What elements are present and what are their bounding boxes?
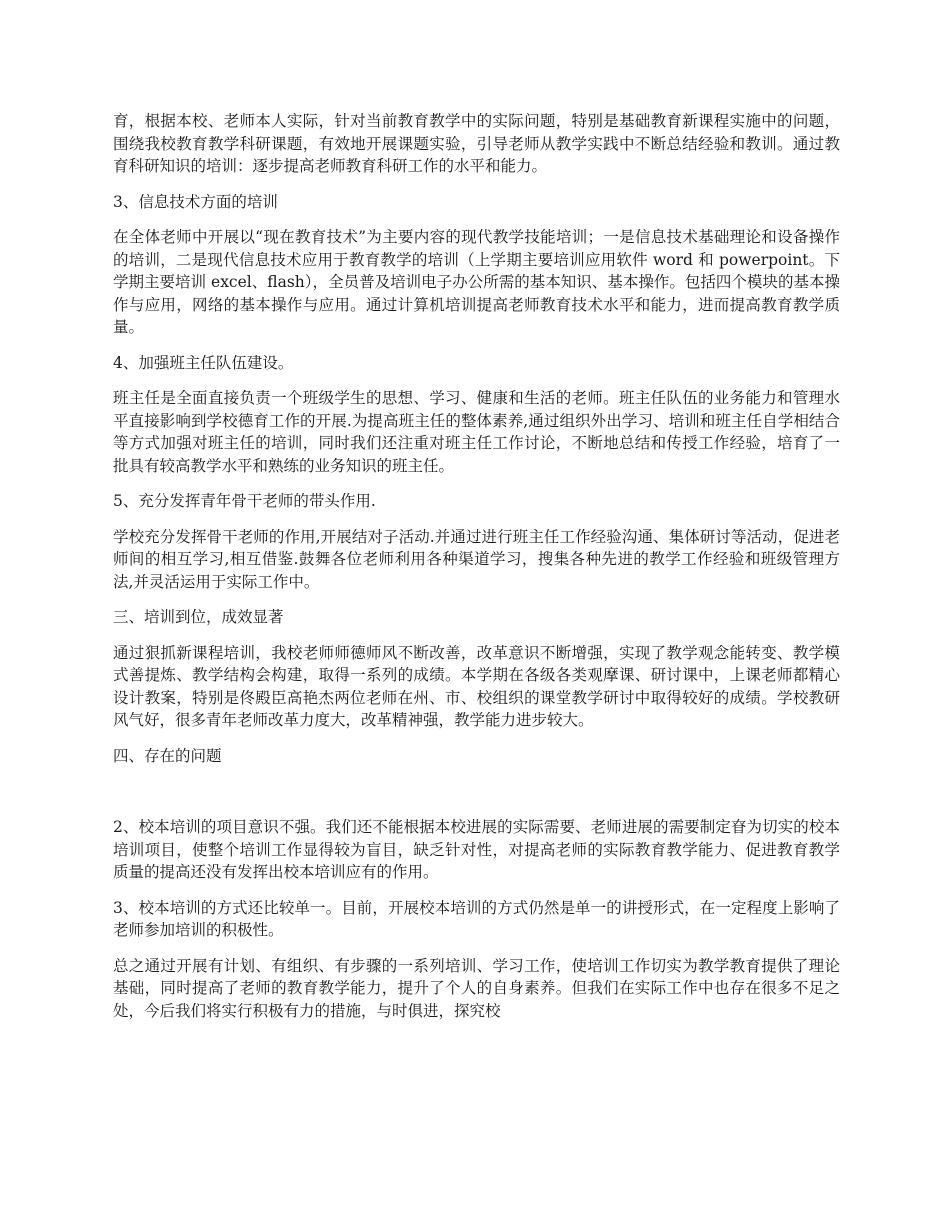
paragraph-problem-2: 2、校本培训的项目意识不强。我们还不能根据本校进展的实际需要、老师进展的需要制定眘为切实的校本培训项目，使整个培训工作显得较为盲目，缺乏针对性，对提高老师的实际教育教学能力、促进教育教学质量的提高还没有发挥出校本培训应有的作用。	[113, 818, 840, 881]
heading-class-teacher: 4、加强班主任队伍建设。	[113, 353, 294, 372]
blank-gap	[113, 780, 840, 816]
paragraph-problem-3: 3、校本培训的方式还比较单一。目前，开展校本培训的方式仍然是单一的讲授形式，在一定程度上影响了老师参加培训的积极性。	[113, 898, 840, 939]
paragraph-class-teacher: 班主任是全面直接负责一个班级学生的思想、学习、健康和生活的老师。班主任队伍的业务能力和管理水平直接影响到学校德育工作的开展.为提高班主任的整体素养,通过组织外出学习、培训和班主任自学相结合等方式加强对班主任的培训，同时我们还注重对班主任工作讨论，不断地总结和传授工作经验，培育了一批具有较高教学水平和熟练的业务知识的班主任。	[113, 389, 840, 475]
paragraph-summary: 总之通过开展有计划、有组织、有步骤的一系列培训、学习工作，使培训工作切实为教学教育提供了理论基础，同时提高了老师的教育教学能力，提升了个人的自身素养。但我们在实际工作中也存在很多不足之处，今后我们将实行积极有力的措施，与时俱进，探究校	[113, 956, 840, 1020]
paragraph-young-teachers: 学校充分发挥骨干老师的作用,开展结对子活动.并通过进行班主任工作经验沟通、集体研讨等活动，促进老师间的相互学习,相互借鉴.鼓舞各位老师利用各种渠道学习，搜集各种先进的教学工作经验和班级管理方法,并灵活运用于实际工作中。	[113, 527, 840, 591]
heading-it-training: 3、信息技术方面的培训	[113, 192, 278, 211]
heading-young-teachers: 5、充分发挥青年骨干老师的带头作用.	[113, 492, 376, 510]
paragraph-results: 通过狠抓新课程培训，我校老师师德师风不断改善，改革意识不断增强，实现了教学观念能转变、教学模式善提炼、教学结构会构建，取得一系列的成绩。本学期在各级各类观摩课、研讨课中，上课老师都精心设计教案，特别是佟殿臣高艳杰两位老师在州、市、校组织的课堂教学研讨中取得较好的成绩。学校教研风气好，很多青年老师改革力度大，改革精神强，教学能力进步较大。	[113, 643, 840, 729]
document-page	[113, 110, 840, 1035]
heading-results: 三、培训到位，成效显著	[113, 608, 284, 626]
heading-problems: 四、存在的问题	[113, 746, 222, 765]
paragraph-research-training: 育，根据本校、老师本人实际，针对当前教育教学中的实际问题，特别是基础教育新课程实施中的问题，围绕我校教育教学科研课题，有效地开展课题实验，引导老师从教学实践中不断总结经验和教训。通过教育科研知识的培训：逐步提高老师教育科研工作的水平和能力。	[113, 112, 840, 175]
paragraph-it-training: 在全体老师中开展以“现在教育技术”为主要内容的现代教学技能培训；一是信息技术基础理论和设备操作的培训，二是现代信息技术应用于教育教学的培训（上学期主要培训应用软件 word 和 powerpoint。下学期主要培训 excel、flash），全员普及培训电子办公所需的基本知识、基本操作。包括四个模块的基本操作与应用，网络的基本操作与应用。通过计算机培训提高老师教育技术水平和能力，进而提高教育教学质量。	[113, 228, 840, 336]
